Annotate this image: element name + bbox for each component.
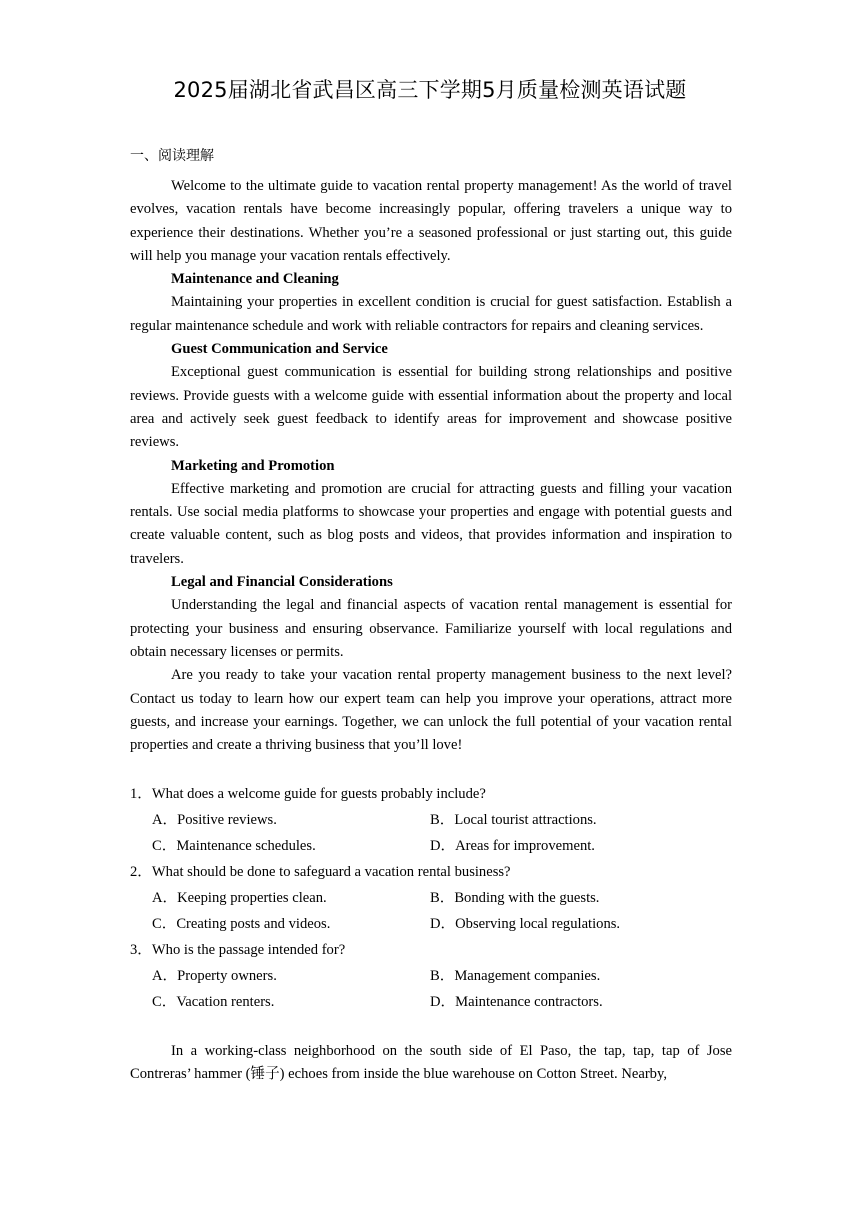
question-2-option-d[interactable]: D．Observing local regulations. <box>430 916 621 932</box>
passage-1 <box>130 175 732 757</box>
question-1-option-a[interactable]: A．Positive reviews. <box>152 812 277 828</box>
question-3-option-b[interactable]: B．Management companies. <box>430 968 601 984</box>
passage-intro: Welcome to the ultimate guide to vacation rental property management! As the world of travel evolves, vacation rentals have become increasingly popular, offering travelers a unique way to experience their destinations. Whether you’re a seasoned professional or just starting out, this guide will help you manage your vacation rentals effectively. <box>130 178 732 264</box>
question-1-option-b[interactable]: B．Local tourist attractions. <box>430 812 597 828</box>
question-1-option-c[interactable]: C．Maintenance schedules. <box>152 838 316 854</box>
question-1-option-d[interactable]: D．Areas for improvement. <box>430 838 595 854</box>
question-2-option-a[interactable]: A．Keeping properties clean. <box>152 890 327 906</box>
question-3-stem: 3．Who is the passage intended for? <box>130 942 346 958</box>
paragraph-communication: Exceptional guest communication is essential for building strong relationships and positive reviews. Provide guests with a welcome guide with essential information about the property and local area and actively seek guest feedback to identify areas for improvement and showcase positive reviews. <box>130 364 732 451</box>
subheading-marketing: Marketing and Promotion <box>171 457 335 474</box>
question-2-option-c[interactable]: C．Creating posts and videos. <box>152 916 331 932</box>
paragraph-legal: Understanding the legal and financial aspects of vacation rental management is essential for protecting your business and ensuring observance. Familiarize yourself with local regulations and obtain necessary licenses or permits. <box>130 597 732 660</box>
question-3-option-a[interactable]: A．Property owners. <box>152 968 277 984</box>
question-3-option-c[interactable]: C．Vacation renters. <box>152 994 275 1010</box>
page-title: 2025届湖北省武昌区高三下学期5月质量检测英语试题 <box>173 78 687 102</box>
question-3-option-d[interactable]: D．Maintenance contractors. <box>430 994 603 1010</box>
subheading-legal: Legal and Financial Considerations <box>171 574 393 591</box>
section-heading: 一、阅读理解 <box>130 148 214 164</box>
questions <box>130 781 732 1015</box>
question-2-option-b[interactable]: B．Bonding with the guests. <box>430 890 600 906</box>
paragraph-marketing: Effective marketing and promotion are crucial for attracting guests and filling your vacation rentals. Use social media platforms to showcase your properties and engage with potential guests and create valuable content, such as blog posts and videos, that provides information and inspiration to travelers. <box>130 480 732 567</box>
passage-2-start: In a working-class neighborhood on the south side of El Paso, the tap, tap, tap of Jose Contreras’ hammer (锤子) echoes from inside the blue warehouse on Cotton Street. Nearby, <box>130 1043 732 1083</box>
question-2-stem: 2．What should be done to safeguard a vacation rental business? <box>130 864 511 880</box>
paragraph-maintenance: Maintaining your properties in excellent condition is crucial for guest satisfaction. Establish a regular maintenance schedule and work with reliable contractors for repairs and cleaning services. <box>130 294 732 334</box>
subheading-communication: Guest Communication and Service <box>171 341 388 358</box>
paragraph-closing: Are you ready to take your vacation rental property management business to the next level? Contact us today to learn how our expert team can help you improve your operations, attract more guests, and increase your earnings. Together, we can unlock the full potential of your vacation rental properties and create a thriving business that you’ll love! <box>130 667 732 754</box>
subheading-maintenance: Maintenance and Cleaning <box>171 271 339 288</box>
question-1-stem: 1．What does a welcome guide for guests probably include? <box>130 786 486 802</box>
